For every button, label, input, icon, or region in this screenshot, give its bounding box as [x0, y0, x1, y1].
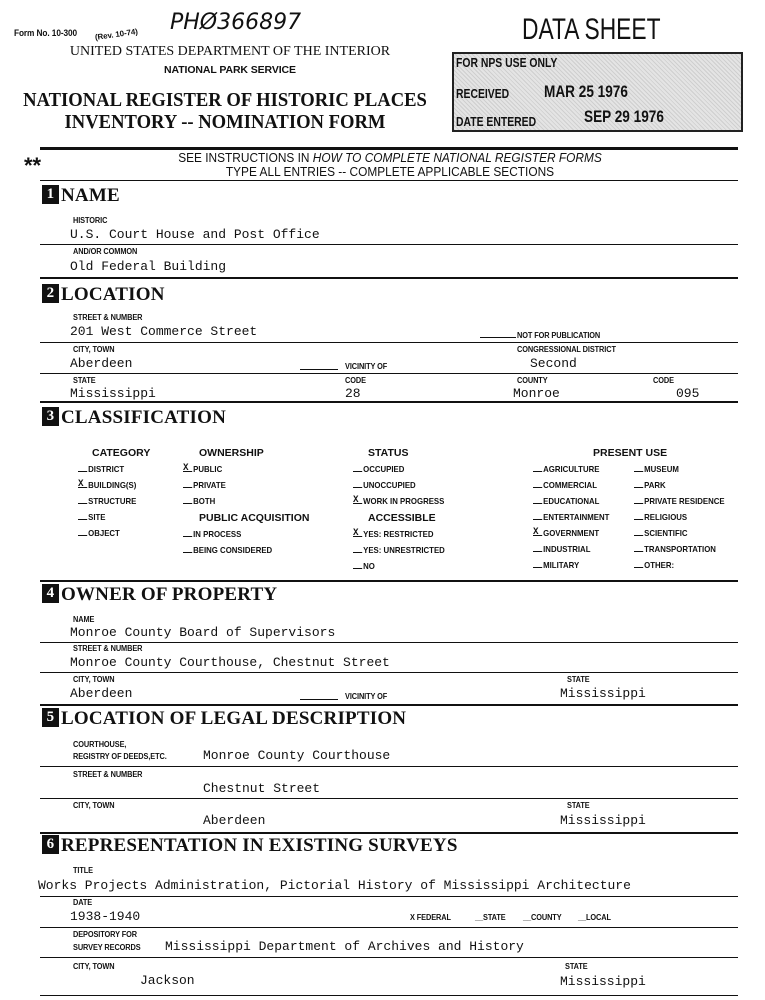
checkbox-label: PRIVATE RESIDENCE — [644, 496, 725, 506]
historic-name: U.S. Court House and Post Office — [70, 227, 320, 242]
divider — [40, 277, 738, 279]
checkbox-entertainment[interactable] — [533, 512, 609, 522]
check-mark: X — [353, 528, 359, 539]
owner-name: Monroe County Board of Supervisors — [70, 625, 336, 640]
survey-date: 1938-1940 — [70, 909, 141, 924]
check-mark: X — [78, 479, 84, 490]
section-4-heading — [42, 584, 277, 606]
checkbox-being-considered[interactable] — [183, 545, 272, 555]
checkbox-yes-restricted[interactable] — [353, 529, 434, 539]
section-title: REPRESENTATION IN EXISTING SURVEYS — [61, 835, 458, 856]
checkbox-label: COMMERCIAL — [543, 480, 597, 490]
divider — [40, 704, 738, 706]
congressional-district: Second — [530, 356, 577, 371]
owner-name-label: NAME — [73, 615, 95, 624]
check-blank — [634, 535, 643, 536]
owner-street: Monroe County Courthouse, Chestnut Street — [70, 655, 390, 670]
category-header: CATEGORY — [92, 447, 151, 459]
checkbox-label: OCCUPIED — [363, 464, 405, 474]
check-blank — [183, 503, 192, 504]
checkbox-label: TRANSPORTATION — [644, 544, 716, 554]
courthouse-label: COURTHOUSE, — [73, 740, 127, 749]
data-sheet-stamp: DATA SHEET — [522, 13, 661, 46]
check-mark: X — [533, 527, 539, 538]
checkbox-label: BEING CONSIDERED — [193, 545, 273, 555]
section-3-heading — [42, 407, 226, 429]
present-use-header: PRESENT USE — [593, 447, 668, 459]
checkbox-label: NO — [363, 561, 375, 571]
survey-city-label: CITY, TOWN — [73, 962, 115, 971]
checkbox-yes-unrestricted[interactable] — [353, 545, 445, 555]
checkbox-label: YES: RESTRICTED — [363, 529, 434, 539]
received-date: MAR 25 1976 — [544, 82, 628, 101]
legal-city-label: CITY, TOWN — [73, 801, 115, 810]
section-number: 1 — [42, 185, 59, 204]
checkbox-public[interactable] — [183, 464, 222, 474]
checkbox-occupied[interactable] — [353, 464, 404, 474]
section-number: 4 — [42, 584, 59, 603]
check-blank — [533, 567, 542, 568]
vicinity-label: VICINITY OF — [345, 692, 388, 701]
registry: Monroe County Courthouse — [203, 748, 391, 763]
nps-use-box — [452, 52, 743, 132]
checkbox-label: OBJECT — [88, 528, 120, 538]
checkbox-both[interactable] — [183, 496, 215, 506]
check-blank — [533, 519, 542, 520]
checkbox-label: OTHER: — [644, 560, 675, 570]
federal-option: X FEDERAL — [410, 913, 451, 922]
section-number: 3 — [42, 407, 59, 426]
vicinity-label: VICINITY OF — [345, 362, 388, 371]
section-number: 6 — [42, 835, 59, 854]
checkbox-label: DISTRICT — [88, 464, 125, 474]
check-blank — [634, 519, 643, 520]
checkbox-label: GOVERNMENT — [543, 528, 600, 538]
check-blank — [533, 471, 542, 472]
received-label: RECEIVED — [456, 86, 510, 101]
check-blank — [634, 551, 643, 552]
checkbox-label: IN PROCESS — [193, 529, 242, 539]
divider — [40, 342, 738, 343]
street-label: STREET & NUMBER — [73, 313, 143, 322]
checkbox-label: EDUCATIONAL — [543, 496, 600, 506]
section-5-heading — [42, 708, 406, 730]
checkbox-work-in-progress[interactable] — [353, 496, 444, 506]
accessible-header: ACCESSIBLE — [368, 512, 436, 524]
checkbox-label: PARK — [644, 480, 666, 490]
checkbox-industrial[interactable] — [533, 544, 590, 554]
divider — [40, 147, 738, 150]
checkbox-no[interactable] — [353, 561, 375, 571]
section-title: OWNER OF PROPERTY — [61, 584, 278, 605]
checkbox-scientific[interactable] — [634, 528, 688, 538]
check-blank — [78, 519, 87, 520]
checkbox-park[interactable] — [634, 480, 666, 490]
checkbox-label: BUILDING(S) — [88, 480, 137, 490]
checkbox-label: SITE — [88, 512, 106, 522]
check-blank — [78, 471, 87, 472]
blank-line — [300, 699, 338, 700]
instructions-line1 — [58, 151, 723, 165]
section-2-heading — [42, 284, 165, 306]
legal-street: Chestnut Street — [203, 781, 321, 796]
survey-state: Mississippi — [560, 974, 646, 989]
divider — [40, 832, 738, 834]
instructions-text: SEE INSTRUCTIONS IN — [178, 151, 313, 165]
check-blank — [533, 527, 542, 538]
form-revision: (Rev. 10-74) — [94, 27, 139, 42]
checkbox-museum[interactable] — [634, 464, 679, 474]
state-code-label: CODE — [345, 376, 366, 385]
check-blank — [634, 487, 643, 488]
checkbox-site[interactable] — [78, 512, 106, 522]
depository-label: DEPOSITORY FOR — [73, 930, 138, 939]
form-title-line1: NATIONAL REGISTER OF HISTORIC PLACES — [23, 89, 427, 111]
checkbox-label: ENTERTAINMENT — [543, 512, 610, 522]
county-code: 095 — [676, 386, 700, 401]
instructions-line2: TYPE ALL ENTRIES -- COMPLETE APPLICABLE SECTIONS — [225, 165, 555, 179]
survey-date-label: DATE — [73, 898, 93, 907]
city-label: CITY, TOWN — [73, 345, 115, 354]
section-title: LOCATION OF LEGAL DESCRIPTION — [61, 708, 407, 729]
owner-city: Aberdeen — [70, 686, 133, 701]
check-blank — [353, 568, 362, 569]
state-label: STATE — [73, 376, 96, 385]
state-code: 28 — [345, 386, 361, 401]
checkbox-unoccupied[interactable] — [353, 480, 416, 490]
state-option: __STATE — [475, 913, 506, 922]
status-header: STATUS — [368, 447, 409, 459]
form-number: Form No. 10-300 — [14, 28, 78, 38]
legal-city: Aberdeen — [203, 813, 266, 828]
check-blank — [353, 471, 362, 472]
check-blank — [78, 479, 87, 490]
section-title: LOCATION — [61, 284, 165, 305]
state: Mississippi — [70, 386, 156, 401]
checkbox-label: PUBLIC — [193, 464, 223, 474]
checkbox-label: UNOCCUPIED — [363, 480, 416, 490]
checkbox-label: SCIENTIFIC — [644, 528, 688, 538]
check-blank — [533, 551, 542, 552]
section-1-heading — [42, 185, 120, 207]
divider — [40, 995, 738, 996]
check-blank — [183, 463, 192, 474]
check-blank — [353, 487, 362, 488]
county-option: __COUNTY — [523, 913, 562, 922]
county-code-label: CODE — [653, 376, 674, 385]
owner-street-label: STREET & NUMBER — [73, 644, 143, 653]
checkbox-label: RELIGIOUS — [644, 512, 688, 522]
check-mark: X — [183, 463, 189, 474]
divider — [40, 580, 738, 582]
check-blank — [634, 471, 643, 472]
check-blank — [634, 503, 643, 504]
divider — [40, 401, 738, 403]
owner-state: Mississippi — [560, 686, 646, 701]
owner-city-label: CITY, TOWN — [73, 675, 115, 684]
section-title: NAME — [61, 185, 120, 206]
survey-title-label: TITLE — [73, 866, 93, 875]
divider — [40, 798, 738, 799]
section-number: 2 — [42, 284, 59, 303]
check-blank — [533, 487, 542, 488]
checkbox-private[interactable] — [183, 480, 226, 490]
handwritten-id: PHØ366897 — [170, 10, 302, 35]
section-number: 5 — [42, 708, 59, 727]
blank-line — [300, 369, 338, 370]
survey-title: Works Projects Administration, Pictorial History of Mississippi Architecture — [38, 878, 631, 893]
section-title: CLASSIFICATION — [61, 407, 227, 428]
public-acquisition-header: PUBLIC ACQUISITION — [199, 512, 310, 524]
checkbox-educational[interactable] — [533, 496, 599, 506]
street-address: 201 West Commerce Street — [70, 324, 258, 339]
common-name: Old Federal Building — [70, 259, 227, 274]
checkbox-structure[interactable] — [78, 496, 136, 506]
department-name: UNITED STATES DEPARTMENT OF THE INTERIOR — [69, 44, 391, 59]
handwritten-asterisks: ** — [24, 153, 42, 178]
checkbox-object[interactable] — [78, 528, 120, 538]
congressional-district-label: CONGRESSIONAL DISTRICT — [517, 345, 616, 354]
city: Aberdeen — [70, 356, 133, 371]
blank-line — [480, 337, 516, 338]
check-blank — [533, 503, 542, 504]
historic-label: HISTORIC — [73, 216, 108, 225]
section-6-heading — [42, 835, 458, 857]
checkbox-district[interactable] — [78, 464, 124, 474]
checkbox-label: INDUSTRIAL — [543, 544, 591, 554]
legal-state-label: STATE — [567, 801, 590, 810]
divider — [40, 642, 738, 643]
check-blank — [634, 567, 643, 568]
checkbox-commercial[interactable] — [533, 480, 597, 490]
checkbox-other[interactable] — [634, 560, 674, 570]
legal-state: Mississippi — [560, 813, 646, 828]
divider — [40, 180, 738, 181]
checkbox-government[interactable] — [533, 528, 599, 538]
checkbox-label: AGRICULTURE — [543, 464, 600, 474]
check-blank — [78, 503, 87, 504]
checkbox-military[interactable] — [533, 560, 579, 570]
check-mark: X — [353, 495, 359, 506]
survey-city: Jackson — [140, 973, 195, 988]
registry-label: REGISTRY OF DEEDS,ETC. — [73, 752, 167, 761]
instructions-reference: HOW TO COMPLETE NATIONAL REGISTER FORMS — [312, 151, 602, 165]
check-blank — [78, 535, 87, 536]
depository: Mississippi Department of Archives and History — [165, 939, 524, 954]
checkbox-agriculture[interactable] — [533, 464, 599, 474]
check-blank — [353, 495, 362, 506]
check-blank — [353, 552, 362, 553]
nps-use-label: FOR NPS USE ONLY — [456, 55, 558, 70]
check-blank — [353, 528, 362, 539]
divider — [40, 672, 738, 673]
local-option: __LOCAL — [578, 913, 611, 922]
divider — [40, 927, 738, 928]
not-for-publication: NOT FOR PUBLICATION — [517, 331, 601, 340]
checkbox-religious[interactable] — [634, 512, 687, 522]
checkbox-label: WORK IN PROGRESS — [363, 496, 445, 506]
county-label: COUNTY — [517, 376, 548, 385]
checkbox-label: MUSEUM — [644, 464, 679, 474]
survey-records-label: SURVEY RECORDS — [73, 943, 141, 952]
check-blank — [183, 487, 192, 488]
ownership-header: OWNERSHIP — [199, 447, 264, 459]
legal-street-label: STREET & NUMBER — [73, 770, 143, 779]
date-entered-value: SEP 29 1976 — [584, 107, 664, 126]
checkbox-building-s[interactable] — [78, 480, 136, 490]
checkbox-transportation[interactable] — [634, 544, 716, 554]
divider — [40, 957, 738, 958]
checkbox-in-process[interactable] — [183, 529, 241, 539]
checkbox-label: STRUCTURE — [88, 496, 137, 506]
owner-state-label: STATE — [567, 675, 590, 684]
survey-state-label: STATE — [565, 962, 588, 971]
checkbox-private-residence[interactable] — [634, 496, 725, 506]
form-title-line2: INVENTORY -- NOMINATION FORM — [64, 111, 386, 133]
divider — [40, 373, 738, 374]
divider — [40, 766, 738, 767]
checkbox-label: BOTH — [193, 496, 216, 506]
check-blank — [183, 536, 192, 537]
checkbox-label: YES: UNRESTRICTED — [363, 545, 445, 555]
common-name-label: AND/OR COMMON — [73, 247, 138, 256]
county: Monroe — [513, 386, 560, 401]
check-blank — [183, 552, 192, 553]
checkbox-label: PRIVATE — [193, 480, 226, 490]
divider — [40, 896, 738, 897]
divider — [40, 244, 738, 245]
date-entered-label: DATE ENTERED — [456, 114, 537, 129]
service-name: NATIONAL PARK SERVICE — [164, 64, 296, 76]
checkbox-label: MILITARY — [543, 560, 580, 570]
